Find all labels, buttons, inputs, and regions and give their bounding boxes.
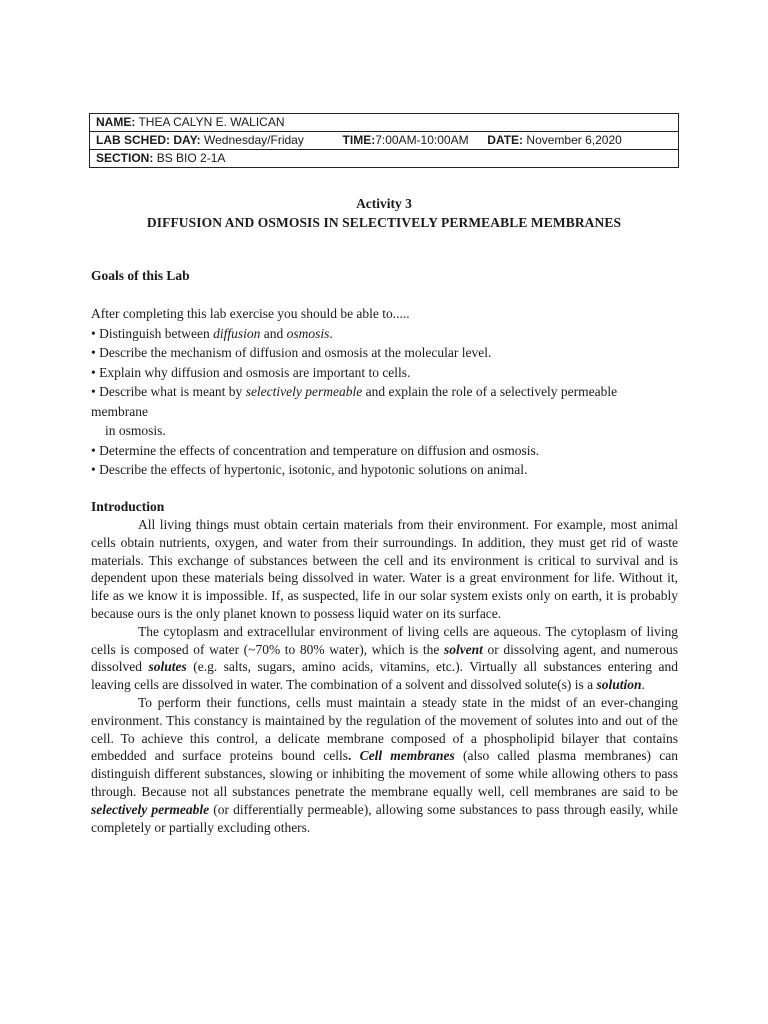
introduction-body bbox=[91, 516, 678, 836]
goals-intro: After completing this lab exercise you should be able to..... bbox=[91, 306, 410, 321]
paragraph-text: (or differentially permeable), allowing some substances to pass through easily, while completely or partially excluding others. bbox=[91, 801, 678, 835]
paragraph-text: The cytoplasm and extracellular environment of living cells are aqueous. The cytoplasm of living cells is composed of water (~70% to 80% water), which is the bbox=[91, 623, 678, 657]
date-label: DATE: bbox=[487, 133, 524, 147]
goal-item-1 bbox=[91, 324, 691, 344]
sched-label: LAB SCHED: DAY: bbox=[96, 133, 201, 147]
goal-item-5: • Determine the effects of concentration and temperature on diffusion and osmosis. bbox=[91, 442, 540, 458]
goal-text: and bbox=[260, 325, 287, 341]
time-label: TIME: bbox=[342, 133, 376, 147]
name-row bbox=[90, 114, 679, 132]
section-row bbox=[90, 150, 679, 168]
goal-item-6: • Describe the effects of hypertonic, isotonic, and hypotonic solutions on animal. bbox=[91, 462, 528, 477]
goal-text: . bbox=[329, 325, 333, 341]
paragraph-text: . bbox=[641, 677, 645, 693]
paragraph-text: To perform their functions, cells must maintain a steady state in the midst of an ever-changing environment. This constancy is maintained by the regulation of the movement of solutes into and out of the cell. To achieve this control, a delicate membrane composed of a phospholipid bilayer that contains embedded and surface proteins bound cells bbox=[91, 694, 678, 764]
sched-value: Wednesday/Friday bbox=[204, 133, 304, 147]
term-selectively-permeable: selectively permeable bbox=[91, 801, 210, 817]
name-label: NAME: bbox=[96, 115, 136, 129]
paragraph-text: . bbox=[347, 748, 352, 764]
goals-heading: Goals of this Lab bbox=[91, 268, 190, 283]
goal-text: • Distinguish between bbox=[91, 325, 214, 341]
goal-item-4-cont2: in osmosis. bbox=[105, 423, 166, 438]
schedule-row bbox=[90, 132, 679, 150]
goal-text: and explain the role of a selectively permeable bbox=[362, 384, 618, 399]
intro-paragraph-2 bbox=[91, 623, 678, 694]
activity-subtitle: DIFFUSION AND OSMOSIS IN SELECTIVELY PERMEABLE MEMBRANES bbox=[146, 215, 622, 230]
goal-emphasis: selectively permeable bbox=[245, 384, 363, 399]
paragraph-text: or dissolving agent, and numerous dissolved bbox=[91, 641, 678, 675]
goal-text: • Describe what is meant by bbox=[91, 384, 246, 399]
introduction-heading: Introduction bbox=[91, 499, 165, 514]
paragraph-text: (also called plasma membranes) can distinguish different substances, slowing or inhibiting the movement of some while allowing others to pass through. Because not all substances penetrate the membrane equally well, cell membranes are said to be bbox=[91, 748, 679, 799]
goal-emphasis: osmosis bbox=[286, 325, 330, 341]
term-solutes: solutes bbox=[148, 659, 187, 675]
section-label: SECTION: bbox=[96, 151, 154, 165]
intro-paragraph-3 bbox=[91, 694, 678, 836]
term-solution: solution bbox=[596, 677, 642, 693]
date-value: November 6,2020 bbox=[526, 133, 622, 147]
section-value: BS BIO 2-1A bbox=[156, 151, 226, 165]
student-info-table bbox=[89, 113, 679, 168]
term-cell-membranes: Cell membranes bbox=[351, 748, 455, 764]
term-solvent: solvent bbox=[443, 641, 483, 657]
goal-emphasis: diffusion bbox=[213, 325, 261, 341]
goal-item-4 bbox=[91, 382, 691, 402]
goal-item-4-cont: membrane bbox=[91, 403, 148, 419]
goal-item-3: • Explain why diffusion and osmosis are important to cells. bbox=[91, 364, 411, 380]
name-value: THEA CALYN E. WALICAN bbox=[138, 115, 285, 129]
activity-title: Activity 3 bbox=[356, 196, 412, 211]
intro-paragraph-1: All living things must obtain certain materials from their environment. For example, most animal cells obtain nutrients, oxygen, and water from their surroundings. In addition, they must get rid of waste materials. This exchange of substances between the cell and its environment is critical to survival and is dependent upon these materials being dissolved in water. Water is a great environment for life. Without it, life as we know it is impossible. If, as suspected, life in our solar system exists only on earth, it is probably because ours is the only planet known to possess liquid water on its surface. bbox=[91, 517, 678, 621]
goal-item-2: • Describe the mechanism of diffusion and osmosis at the molecular level. bbox=[91, 345, 492, 360]
time-value: 7:00AM-10:00AM bbox=[375, 133, 469, 147]
goals-list bbox=[91, 304, 691, 480]
paragraph-text: (e.g. salts, sugars, amino acids, vitamins, etc.). Virtually all substances entering and leaving cells are dissolved in water. The combination of a solvent and dissolved solute(s) is a bbox=[91, 659, 678, 693]
